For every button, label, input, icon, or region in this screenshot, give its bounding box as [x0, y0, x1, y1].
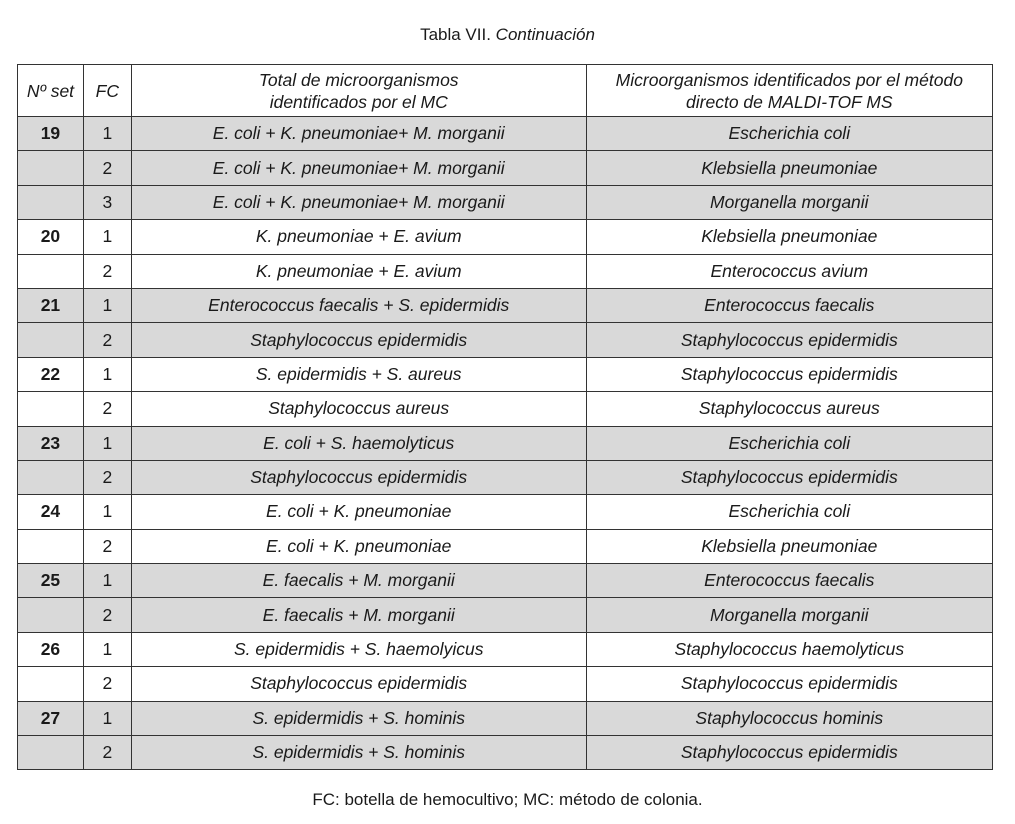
cell-fc: 2: [83, 598, 131, 632]
cell-mc: Staphylococcus epidermidis: [131, 323, 586, 357]
cell-set: 24: [18, 495, 84, 529]
results-table: [17, 64, 993, 770]
cell-set: [18, 460, 84, 494]
cell-set: [18, 529, 84, 563]
table-row: [18, 220, 993, 254]
cell-fc: 2: [83, 736, 131, 770]
cell-maldi: Staphylococcus epidermidis: [586, 460, 992, 494]
cell-set: [18, 667, 84, 701]
table-row: [18, 151, 993, 185]
cell-mc: Staphylococcus epidermidis: [131, 460, 586, 494]
cell-mc: E. coli + K. pneumoniae+ M. morganii: [131, 151, 586, 185]
cell-maldi: Enterococcus faecalis: [586, 288, 992, 322]
cell-set: 23: [18, 426, 84, 460]
cell-fc: 2: [83, 392, 131, 426]
cell-fc: 1: [83, 220, 131, 254]
cell-maldi: Klebsiella pneumoniae: [586, 151, 992, 185]
cell-fc: 1: [83, 117, 131, 151]
table-row: [18, 323, 993, 357]
cell-mc: Enterococcus faecalis + S. epidermidis: [131, 288, 586, 322]
cell-maldi: Staphylococcus epidermidis: [586, 323, 992, 357]
cell-maldi: Escherichia coli: [586, 495, 992, 529]
cell-maldi: Staphylococcus epidermidis: [586, 357, 992, 391]
cell-set: 27: [18, 701, 84, 735]
cell-set: [18, 151, 84, 185]
cell-maldi: Enterococcus faecalis: [586, 564, 992, 598]
cell-set: [18, 736, 84, 770]
cell-mc: Staphylococcus epidermidis: [131, 667, 586, 701]
table-row: [18, 564, 993, 598]
table-row: [18, 392, 993, 426]
cell-fc: 2: [83, 254, 131, 288]
cell-maldi: Enterococcus avium: [586, 254, 992, 288]
cell-maldi: Staphylococcus haemolyticus: [586, 632, 992, 666]
cell-mc: K. pneumoniae + E. avium: [131, 254, 586, 288]
cell-mc: E. coli + S. haemolyticus: [131, 426, 586, 460]
cell-maldi: Klebsiella pneumoniae: [586, 220, 992, 254]
cell-fc: 2: [83, 460, 131, 494]
cell-mc: S. epidermidis + S. hominis: [131, 701, 586, 735]
cell-mc: Staphylococcus aureus: [131, 392, 586, 426]
cell-set: [18, 598, 84, 632]
table-caption: [0, 25, 1015, 45]
cell-maldi: Escherichia coli: [586, 117, 992, 151]
cell-mc: E. coli + K. pneumoniae: [131, 495, 586, 529]
caption-title: Continuación: [495, 25, 595, 44]
cell-mc: S. epidermidis + S. haemolyicus: [131, 632, 586, 666]
header-fc: FC: [83, 65, 131, 117]
cell-mc: E. faecalis + M. morganii: [131, 564, 586, 598]
cell-fc: 2: [83, 529, 131, 563]
cell-maldi: Morganella morganii: [586, 185, 992, 219]
cell-fc: 3: [83, 185, 131, 219]
cell-maldi: Staphylococcus aureus: [586, 392, 992, 426]
table-row: [18, 254, 993, 288]
caption-label: Tabla VII.: [420, 25, 491, 44]
cell-maldi: Staphylococcus hominis: [586, 701, 992, 735]
cell-fc: 2: [83, 323, 131, 357]
cell-mc: S. epidermidis + S. aureus: [131, 357, 586, 391]
header-mc: Total de microorganismos identificados por el MC: [131, 65, 586, 117]
cell-set: [18, 185, 84, 219]
cell-set: [18, 254, 84, 288]
table-row: [18, 701, 993, 735]
table-row: [18, 495, 993, 529]
cell-fc: 1: [83, 357, 131, 391]
cell-maldi: Klebsiella pneumoniae: [586, 529, 992, 563]
table-row: [18, 529, 993, 563]
table-row: [18, 185, 993, 219]
table-footnote: FC: botella de hemocultivo; MC: método de colonia.: [312, 790, 703, 809]
table-row: [18, 357, 993, 391]
cell-mc: E. coli + K. pneumoniae: [131, 529, 586, 563]
cell-mc: E. faecalis + M. morganii: [131, 598, 586, 632]
cell-fc: 1: [83, 495, 131, 529]
cell-fc: 2: [83, 667, 131, 701]
header-maldi: Microorganismos identificados por el método directo de MALDI-TOF MS: [586, 65, 992, 117]
table-row: [18, 632, 993, 666]
cell-mc: S. epidermidis + S. hominis: [131, 736, 586, 770]
table-row: [18, 736, 993, 770]
cell-set: 22: [18, 357, 84, 391]
cell-set: 25: [18, 564, 84, 598]
cell-fc: 1: [83, 632, 131, 666]
table-row: [18, 667, 993, 701]
cell-mc: E. coli + K. pneumoniae+ M. morganii: [131, 185, 586, 219]
cell-fc: 1: [83, 288, 131, 322]
cell-maldi: Escherichia coli: [586, 426, 992, 460]
cell-set: [18, 323, 84, 357]
table-row: [18, 288, 993, 322]
table-header-row: [18, 65, 993, 117]
cell-fc: 1: [83, 701, 131, 735]
table-row: [18, 426, 993, 460]
cell-fc: 1: [83, 426, 131, 460]
cell-set: [18, 392, 84, 426]
table-row: [18, 460, 993, 494]
cell-set: 26: [18, 632, 84, 666]
cell-maldi: Staphylococcus epidermidis: [586, 667, 992, 701]
cell-fc: 1: [83, 564, 131, 598]
cell-set: 20: [18, 220, 84, 254]
cell-mc: E. coli + K. pneumoniae+ M. morganii: [131, 117, 586, 151]
table-row: [18, 117, 993, 151]
cell-set: 21: [18, 288, 84, 322]
cell-maldi: Morganella morganii: [586, 598, 992, 632]
header-set: Nº set: [18, 65, 84, 117]
cell-fc: 2: [83, 151, 131, 185]
table-row: [18, 598, 993, 632]
cell-maldi: Staphylococcus epidermidis: [586, 736, 992, 770]
cell-mc: K. pneumoniae + E. avium: [131, 220, 586, 254]
cell-set: 19: [18, 117, 84, 151]
